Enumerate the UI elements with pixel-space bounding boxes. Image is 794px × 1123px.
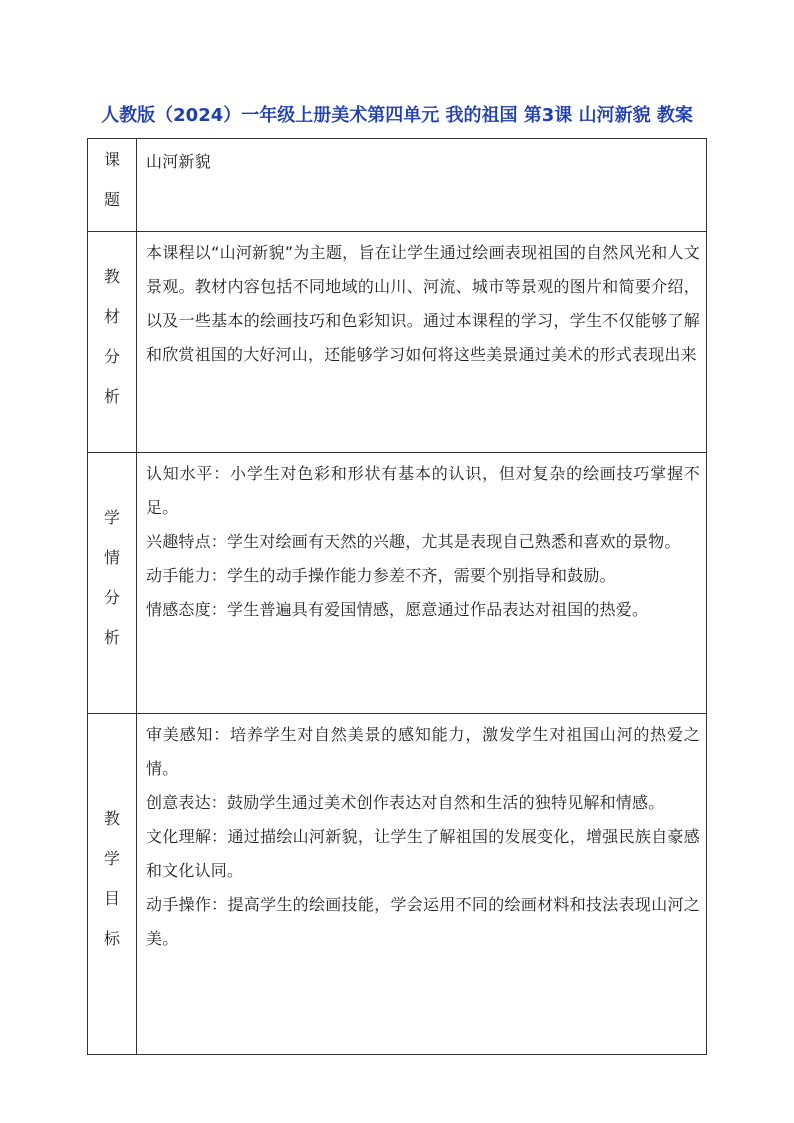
row-content-student-analysis <box>137 453 707 714</box>
row-label-topic <box>88 139 137 232</box>
label-char: 目 <box>103 889 120 908</box>
label-char: 标 <box>103 929 120 948</box>
table-row <box>88 714 707 1055</box>
paragraph: 情感态度：学生普遍具有爱国情感，愿意通过作品表达对祖国的热爱。 <box>146 600 649 619</box>
label-char: 情 <box>103 548 120 567</box>
lesson-topic-text: 山河新貌 <box>146 152 211 171</box>
document-title: 人教版（2024）一年级上册美术第四单元 我的祖国 第3课 山河新貌 教案 <box>101 105 693 126</box>
table-row <box>88 453 707 714</box>
label-char: 学 <box>103 849 120 868</box>
row-content-topic <box>137 139 707 232</box>
row-label-teaching-goals <box>88 714 137 1055</box>
label-char: 学 <box>103 508 120 527</box>
label-char: 课 <box>103 150 120 169</box>
row-content-teaching-goals <box>137 714 707 1055</box>
label-char: 教 <box>103 267 120 286</box>
label-char: 题 <box>103 190 120 209</box>
lesson-plan-table <box>87 138 707 1055</box>
paragraph: 文化理解：通过描绘山河新貌，让学生了解祖国的发展变化，增强民族自豪感和文化认同。 <box>146 827 700 880</box>
label-char: 析 <box>103 628 120 647</box>
paragraph: 兴趣特点：学生对绘画有天然的兴趣，尤其是表现自己熟悉和喜欢的景物。 <box>146 532 681 551</box>
paragraph: 动手操作：提高学生的绘画技能，学会运用不同的绘画材料和技法表现山河之美。 <box>146 895 700 948</box>
paragraph: 认知水平：小学生对色彩和形状有基本的认识，但对复杂的绘画技巧掌握不足。 <box>146 464 700 517</box>
paragraph: 审美感知：培养学生对自然美景的感知能力，激发学生对祖国山河的热爱之情。 <box>146 725 700 778</box>
row-content-material-analysis <box>137 232 707 453</box>
paragraph: 动手能力：学生的动手操作能力参差不齐，需要个别指导和鼓励。 <box>146 566 616 585</box>
table-row <box>88 139 707 232</box>
paragraph: 创意表达：鼓励学生通过美术创作表达对自然和生活的独特见解和情感。 <box>146 793 665 812</box>
row-label-student-analysis <box>88 453 137 714</box>
table-row <box>88 232 707 453</box>
label-char: 析 <box>103 387 120 406</box>
label-char: 教 <box>103 809 120 828</box>
row-label-material-analysis <box>88 232 137 453</box>
label-char: 分 <box>103 347 120 366</box>
paragraph: 本课程以“山河新貌”为主题，旨在让学生通过绘画表现祖国的自然风光和人文景观。教材内容包括不同地域的山川、河流、城市等景观的图片和简要介绍，以及一些基本的绘画技巧和色彩知识。通过本课程的学习，学生不仅能够了解和欣赏祖国的大好河山，还能够学习如何将这些美景通过美术的形式表现出来 <box>146 243 700 364</box>
label-char: 分 <box>103 588 120 607</box>
label-char: 材 <box>103 307 120 326</box>
